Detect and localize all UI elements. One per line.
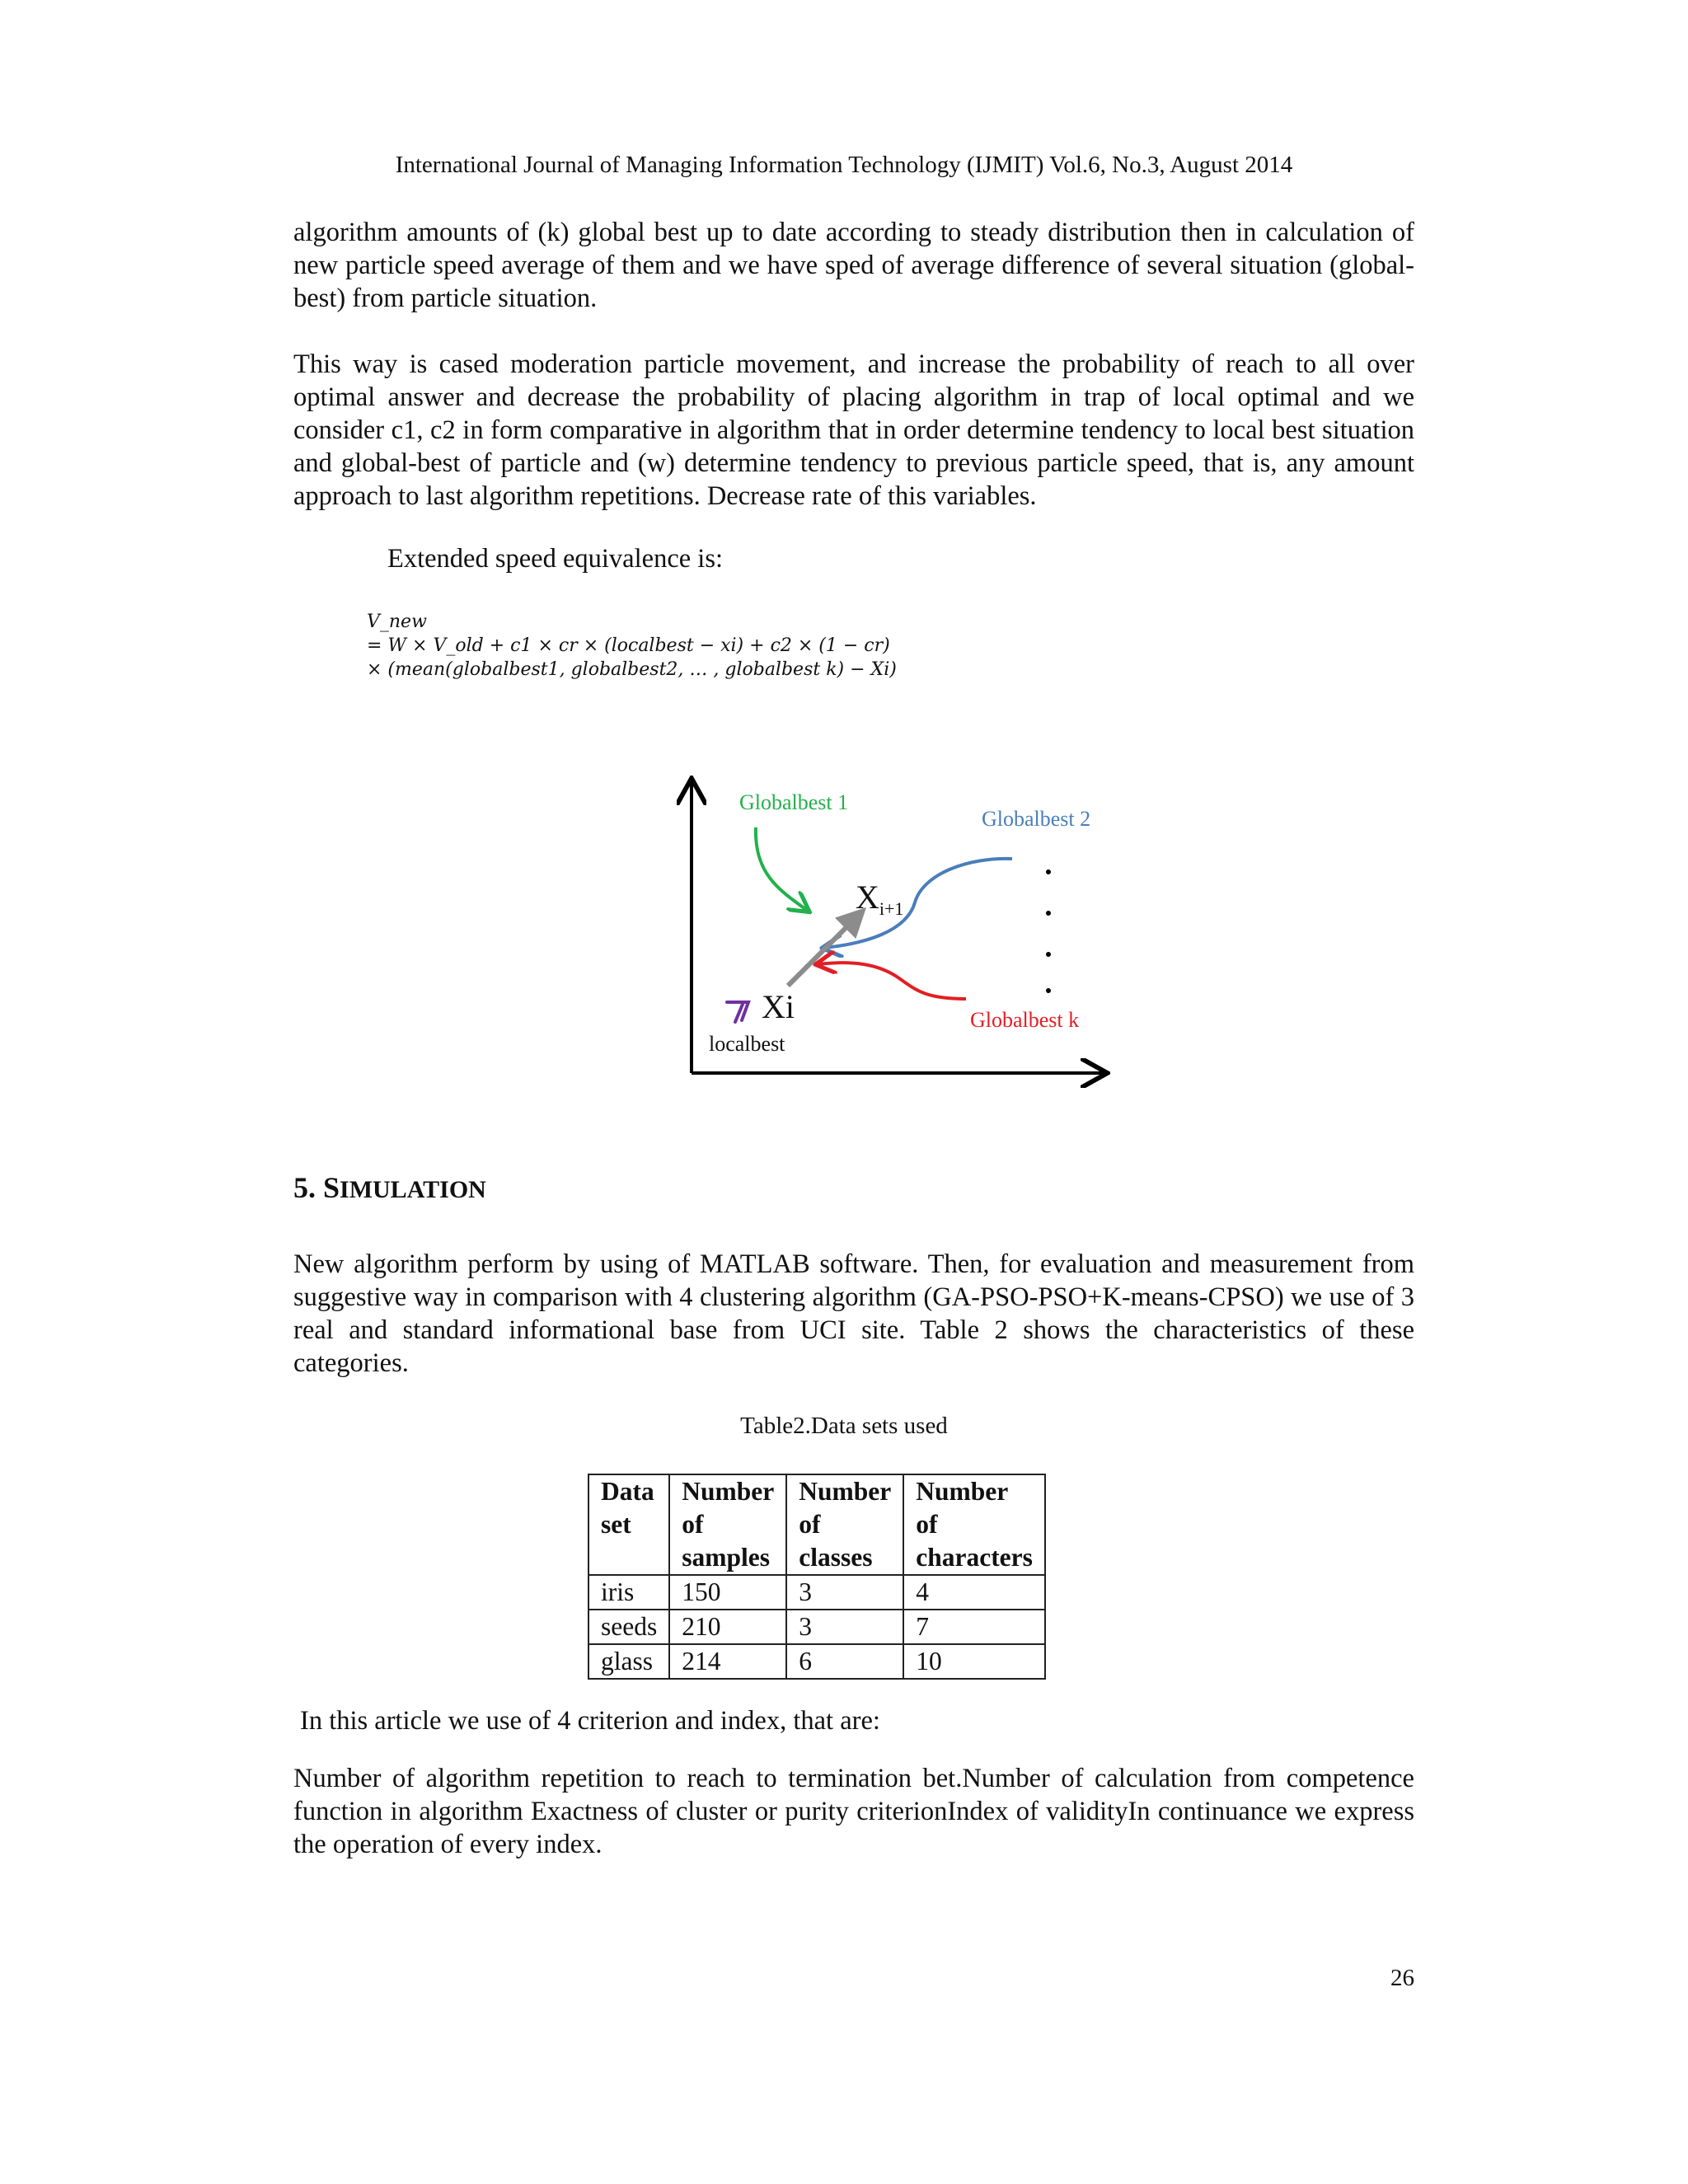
table-cell: 214 (669, 1644, 786, 1679)
speed-equation (367, 610, 897, 682)
globalbest-1-arrow (756, 827, 808, 911)
table-cell: 7 (903, 1610, 1045, 1644)
paragraph-1: algorithm amounts of (k) global best up to date according to steady distribution then in calculation of new particle speed average of them and we have sped of average difference of several situation (global-best) from particle situation. (293, 218, 1414, 313)
table-cell: 210 (669, 1610, 786, 1644)
table-cell: seeds (588, 1610, 669, 1644)
table-row (588, 1644, 1045, 1679)
table-cell: 3 (786, 1575, 903, 1610)
table-cell: iris (588, 1575, 669, 1610)
section-heading (293, 1170, 486, 1205)
ellipsis-dot (1046, 988, 1051, 993)
ellipsis-dot (1046, 869, 1051, 874)
header-characters: Number of characters (903, 1474, 1045, 1575)
ellipsis-dot (1046, 911, 1051, 916)
section-title-initial: S (323, 1171, 340, 1204)
table-cell: 10 (903, 1644, 1045, 1679)
table-header-row (588, 1474, 1045, 1575)
table-cell: 6 (786, 1644, 903, 1679)
table-row (588, 1610, 1045, 1644)
table-cell: glass (588, 1644, 669, 1679)
page-number: 26 (1390, 1965, 1414, 1991)
table-row (588, 1575, 1045, 1610)
equation-intro: Extended speed equivalence is: (387, 544, 723, 574)
ellipsis-dot (1046, 952, 1051, 957)
particle-movement-figure (676, 766, 1137, 1096)
globalbest-1-label: Globalbest 1 (739, 790, 849, 814)
paragraph-2: This way is cased moderation particle movement, and increase the probability of reach to all over optimal answer and decrease the probability of placing algorithm in trap of local optimal and we consider c1, c2 in form comparative in algorithm that in order determine tendency to local best situation and global-best of particle and (w) determine tendency to previous particle speed, that is, any amount approach to last algorithm repetitions. Decrease rate of this variables. (293, 349, 1414, 511)
header-data-set: Data set (588, 1474, 669, 1575)
equation-lhs: V_new (367, 612, 427, 632)
globalbest-2-arrow (824, 859, 1012, 948)
criteria-paragraph: Number of algorithm repetition to reach to termination bet.Number of calculation from competence function in algorithm Exactness of cluster or purity criterionIndex of validityIn continuance we express the operation of every index. (293, 1764, 1414, 1859)
journal-header: International Journal of Managing Information Technology (IJMIT) Vol.6, No.3, August 2014 (395, 152, 1293, 178)
table-cell: 150 (669, 1575, 786, 1610)
criteria-intro: In this article we use of 4 criterion and index, that are: (300, 1706, 880, 1736)
equation-line-1: = W × V_old + c1 × cr × (localbest − xi) + c2 × (1 − cr) (367, 635, 890, 656)
localbest-mark (727, 1002, 748, 1022)
section-title-rest: IMULATION (340, 1176, 486, 1203)
simulation-paragraph: New algorithm perform by using of MATLAB software. Then, for evaluation and measurement from suggestive way in comparison with 4 clustering algorithm (GA-PSO-PSO+K-means-CPSO) we use of 3 real and standard informational base from UCI site. Table 2 shows the characteristics of these categories. (293, 1249, 1414, 1378)
velocity-arrow (788, 912, 862, 986)
table-cell: 4 (903, 1575, 1045, 1610)
header-classes: Number of classes (786, 1474, 903, 1575)
globalbest-k-arrow (818, 963, 966, 999)
datasets-table (588, 1474, 1046, 1680)
localbest-label: localbest (709, 1032, 785, 1056)
globalbest-2-label: Globalbest 2 (982, 807, 1091, 831)
header-samples: Number of samples (669, 1474, 786, 1575)
table-cell: 3 (786, 1610, 903, 1644)
xi-next-label: $X_{i+1}$ (856, 879, 904, 919)
xi-label: Xi (762, 988, 795, 1025)
table-caption: Table2.Data sets used (740, 1413, 948, 1439)
globalbest-k-label: Globalbest k (970, 1008, 1080, 1032)
equation-line-2: × (mean(globalbest1, globalbest2, … , globalbest k) − Xi) (367, 659, 897, 680)
section-number: 5. (293, 1171, 316, 1204)
